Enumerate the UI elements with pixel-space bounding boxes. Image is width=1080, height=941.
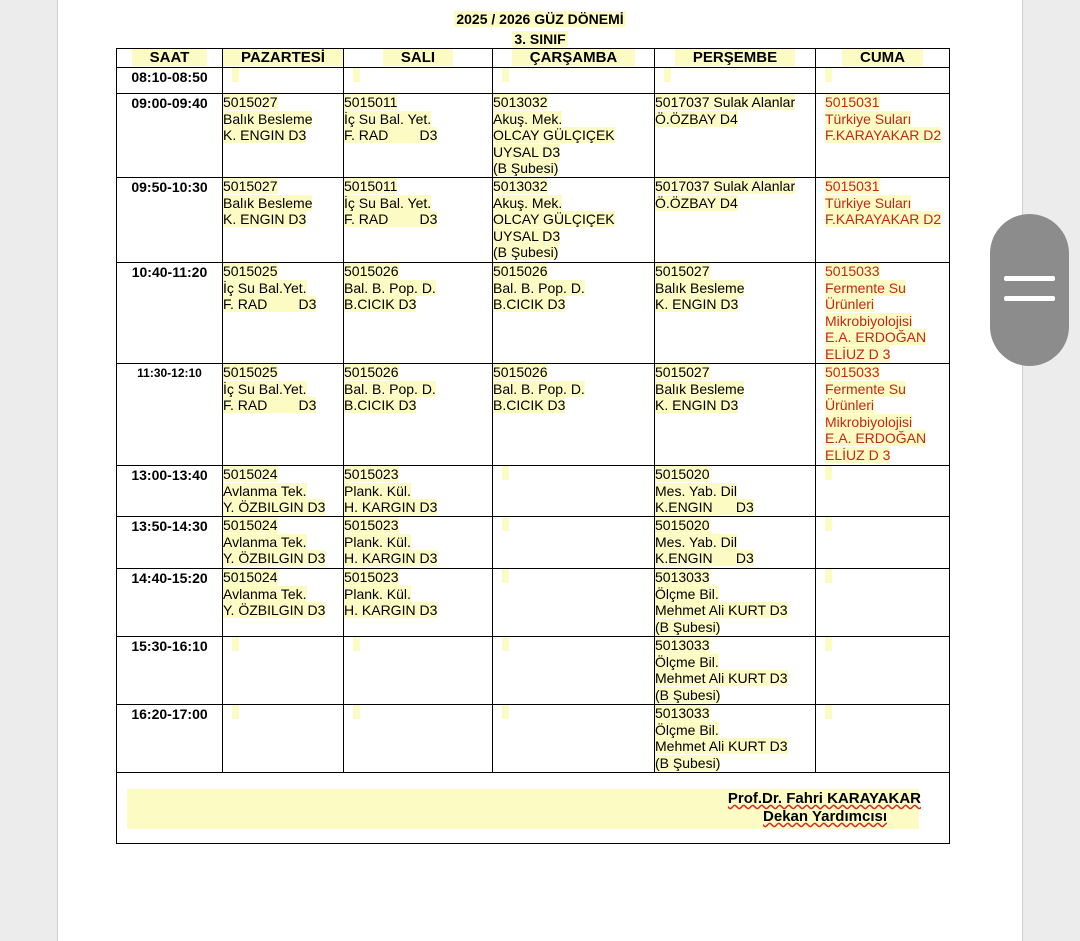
cell-persembe (655, 178, 816, 263)
course-line: Ö.ÖZBAY D4 (655, 110, 738, 127)
course-line: 5013033 (655, 569, 710, 585)
cell-carsamba (493, 364, 655, 466)
cell-pazartesi (223, 466, 344, 517)
course-line: F. RAD D3 (344, 127, 438, 144)
cell-cuma (816, 569, 950, 637)
cell-pazartesi (223, 517, 344, 569)
table-row (117, 517, 950, 569)
course-line: Balık Besleme (655, 380, 745, 397)
cell-sali (344, 263, 493, 364)
course-line: K. ENGIN D3 (223, 211, 307, 228)
cell-pazartesi (223, 94, 344, 178)
cell-persembe (655, 705, 816, 773)
cell-pazartesi (223, 569, 344, 637)
course-line: UYSAL D3 (493, 143, 561, 160)
cell-sali (344, 466, 493, 517)
course-line: H. KARGIN D3 (344, 550, 438, 567)
course-line: B.CICIK D3 (344, 397, 417, 414)
signer-role: Dekan Yardımcısı (763, 808, 887, 825)
course-line: Ölçme Bil. (655, 721, 719, 738)
table-row (117, 364, 950, 466)
course-line: (B Şubesi) (493, 244, 559, 261)
cell-persembe (655, 637, 816, 705)
course-line: 5015027 (655, 364, 710, 380)
course-line: Türkiye Suları (825, 110, 912, 127)
course-line: Ürünleri (825, 397, 875, 414)
cell-carsamba (493, 263, 655, 364)
course-line: Fermente Su (825, 380, 906, 397)
class-label: 3. SINIF (514, 31, 566, 47)
cell-pazartesi (223, 178, 344, 263)
course-line: Y. ÖZBILGIN D3 (223, 550, 326, 567)
cell-sali (344, 94, 493, 178)
cell-carsamba (493, 569, 655, 637)
course-line: Balık Besleme (223, 194, 313, 211)
course-line: F.KARAYAKAR D2 (825, 127, 942, 144)
cell-sali (344, 569, 493, 637)
cell-cuma (816, 94, 950, 178)
course-line: Avlanma Tek. (223, 585, 307, 602)
course-line: Plank. Kül. (344, 482, 411, 499)
course-line: OLCAY GÜLÇIÇEK (493, 211, 615, 228)
course-line: 5015027 (223, 94, 278, 110)
time-slot: 10:40-11:20 (117, 263, 223, 364)
cell-carsamba (493, 705, 655, 773)
course-line: Balık Besleme (223, 110, 313, 127)
cell-sali (344, 517, 493, 569)
course-line: 5017037 Sulak Alanlar (655, 94, 796, 110)
course-line: 5015011 (344, 178, 398, 194)
header-row (117, 49, 950, 68)
course-line: 5013032 (493, 94, 548, 110)
cell-pazartesi (223, 263, 344, 364)
course-line: Mehmet Ali KURT D3 (655, 602, 788, 619)
course-line: (B Şubesi) (655, 754, 721, 771)
course-line: Mikrobiyolojisi (825, 312, 913, 329)
course-line: 5015027 (655, 263, 710, 279)
course-line: Akuş. Mek. (493, 110, 563, 127)
cell-pazartesi (223, 637, 344, 705)
course-line: Mes. Yab. Dil (655, 533, 737, 550)
course-line: 5013033 (655, 705, 710, 721)
course-line: İç Su Bal.Yet. (223, 380, 307, 397)
course-line: F.KARAYAKAR D2 (825, 211, 942, 228)
col-header-pazartesi: PAZARTESİ (223, 49, 344, 68)
cell-sali (344, 705, 493, 773)
col-header-saat: SAAT (117, 49, 223, 68)
document-title: 2025 / 2026 GÜZ DÖNEMİ (456, 11, 624, 27)
course-line: (B Şubesi) (493, 160, 559, 177)
cell-carsamba (493, 466, 655, 517)
cell-pazartesi (223, 364, 344, 466)
course-line: Y. ÖZBILGIN D3 (223, 499, 326, 516)
cell-cuma (816, 68, 950, 94)
cell-persembe (655, 263, 816, 364)
course-line: 5015023 (344, 517, 399, 533)
course-line: Mes. Yab. Dil (655, 482, 737, 499)
course-line: 5013032 (493, 178, 548, 194)
col-header-carsamba: ÇARŞAMBA (493, 49, 655, 68)
cell-cuma (816, 178, 950, 263)
cell-cuma (816, 637, 950, 705)
course-line: 5015026 (344, 364, 399, 380)
course-line: B.CICIK D3 (493, 397, 566, 414)
course-line: 5017037 Sulak Alanlar (655, 178, 796, 194)
course-line: Avlanma Tek. (223, 482, 307, 499)
course-line: Mehmet Ali KURT D3 (655, 738, 788, 755)
time-slot: 13:50-14:30 (117, 517, 223, 569)
course-line: Fermente Su (825, 279, 906, 296)
course-line: 5013033 (655, 637, 710, 653)
cell-sali (344, 68, 493, 94)
cell-cuma (816, 263, 950, 364)
course-line: Balık Besleme (655, 279, 745, 296)
course-line: 5015026 (344, 263, 399, 279)
course-line: Bal. B. Pop. D. (493, 279, 585, 296)
course-line: Plank. Kül. (344, 585, 411, 602)
course-line: Y. ÖZBILGIN D3 (223, 602, 326, 619)
course-line: 5015011 (344, 94, 398, 110)
course-line: K.ENGIN D3 (655, 499, 754, 516)
course-line: 5015033 (825, 364, 880, 380)
schedule-table (116, 48, 950, 844)
time-slot: 14:40-15:20 (117, 569, 223, 637)
table-row (117, 569, 950, 637)
time-slot: 16:20-17:00 (117, 705, 223, 773)
course-line: OLCAY GÜLÇIÇEK (493, 127, 615, 144)
course-line: K. ENGIN D3 (655, 397, 739, 414)
cell-persembe (655, 94, 816, 178)
cell-persembe (655, 517, 816, 569)
course-line: İç Su Bal. Yet. (344, 110, 432, 127)
course-line: Mikrobiyolojisi (825, 413, 913, 430)
course-line: Mehmet Ali KURT D3 (655, 670, 788, 687)
course-line: İç Su Bal. Yet. (344, 194, 432, 211)
course-line: Bal. B. Pop. D. (344, 279, 436, 296)
course-line: 5015020 (655, 517, 710, 533)
scrollbar-thumb[interactable] (990, 214, 1069, 366)
course-line: B.CICIK D3 (493, 296, 566, 313)
time-slot: 09:50-10:30 (117, 178, 223, 263)
course-line: Plank. Kül. (344, 533, 411, 550)
course-line: F. RAD D3 (223, 397, 317, 414)
cell-pazartesi (223, 705, 344, 773)
course-line: 5015031 (825, 178, 880, 194)
course-line: 5015025 (223, 364, 278, 380)
col-header-cuma: CUMA (816, 49, 950, 68)
cell-pazartesi (223, 68, 344, 94)
course-line: ELİUZ D 3 (825, 345, 891, 362)
table-row (117, 705, 950, 773)
course-line: K.ENGIN D3 (655, 550, 754, 567)
course-line: 5015024 (223, 466, 278, 482)
course-line: H. KARGIN D3 (344, 602, 438, 619)
course-line: 5015023 (344, 466, 399, 482)
col-header-persembe: PERŞEMBE (655, 49, 816, 68)
course-line: (B Şubesi) (655, 686, 721, 703)
cell-cuma (816, 517, 950, 569)
course-line: Ölçme Bil. (655, 585, 719, 602)
cell-persembe (655, 569, 816, 637)
course-line: UYSAL D3 (493, 227, 561, 244)
course-line: 5015031 (825, 94, 880, 110)
course-line: İç Su Bal.Yet. (223, 279, 307, 296)
grip-line-icon (1004, 296, 1055, 301)
course-line: 5015026 (493, 364, 548, 380)
course-line: 5015026 (493, 263, 548, 279)
course-line: ELİUZ D 3 (825, 446, 891, 463)
course-line: 5015023 (344, 569, 399, 585)
course-line: Ölçme Bil. (655, 653, 719, 670)
course-line: Ö.ÖZBAY D4 (655, 194, 738, 211)
cell-persembe (655, 466, 816, 517)
cell-sali (344, 637, 493, 705)
course-line: K. ENGIN D3 (223, 127, 307, 144)
course-line: B.CICIK D3 (344, 296, 417, 313)
course-line: 5015027 (223, 178, 278, 194)
time-slot: 08:10-08:50 (117, 68, 223, 94)
course-line: 5015020 (655, 466, 710, 482)
cell-persembe (655, 68, 816, 94)
grip-line-icon (1004, 276, 1055, 281)
course-line: 5015025 (223, 263, 278, 279)
time-slot: 15:30-16:10 (117, 637, 223, 705)
table-row (117, 178, 950, 263)
course-line: E.A. ERDOĞAN (825, 329, 927, 346)
col-header-sali: SALI (344, 49, 493, 68)
course-line: Bal. B. Pop. D. (493, 380, 585, 397)
cell-cuma (816, 466, 950, 517)
course-line: 5015033 (825, 263, 880, 279)
cell-carsamba (493, 94, 655, 178)
time-slot: 09:00-09:40 (117, 94, 223, 178)
cell-sali (344, 178, 493, 263)
course-line: Bal. B. Pop. D. (344, 380, 436, 397)
cell-carsamba (493, 637, 655, 705)
cell-cuma (816, 705, 950, 773)
signer-name: Prof.Dr. Fahri KARAYAKAR (727, 790, 921, 807)
cell-persembe (655, 364, 816, 466)
cell-carsamba (493, 517, 655, 569)
cell-sali (344, 364, 493, 466)
table-row (117, 94, 950, 178)
course-line: K. ENGIN D3 (655, 296, 739, 313)
course-line: 5015024 (223, 517, 278, 533)
course-line: 5015024 (223, 569, 278, 585)
course-line: Ürünleri (825, 296, 875, 313)
course-line: F. RAD D3 (223, 296, 317, 313)
cell-cuma (816, 364, 950, 466)
time-slot: 13:00-13:40 (117, 466, 223, 517)
course-line: Akuş. Mek. (493, 194, 563, 211)
table-row (117, 466, 950, 517)
table-row (117, 68, 950, 94)
cell-carsamba (493, 68, 655, 94)
course-line: H. KARGIN D3 (344, 499, 438, 516)
signature-block (117, 773, 950, 844)
table-row (117, 637, 950, 705)
table-row (117, 263, 950, 364)
course-line: (B Şubesi) (655, 618, 721, 635)
course-line: E.A. ERDOĞAN (825, 430, 927, 447)
course-line: F. RAD D3 (344, 211, 438, 228)
time-slot: 11:30-12:10 (117, 364, 223, 466)
course-line: Avlanma Tek. (223, 533, 307, 550)
course-line: Türkiye Suları (825, 194, 912, 211)
cell-carsamba (493, 178, 655, 263)
